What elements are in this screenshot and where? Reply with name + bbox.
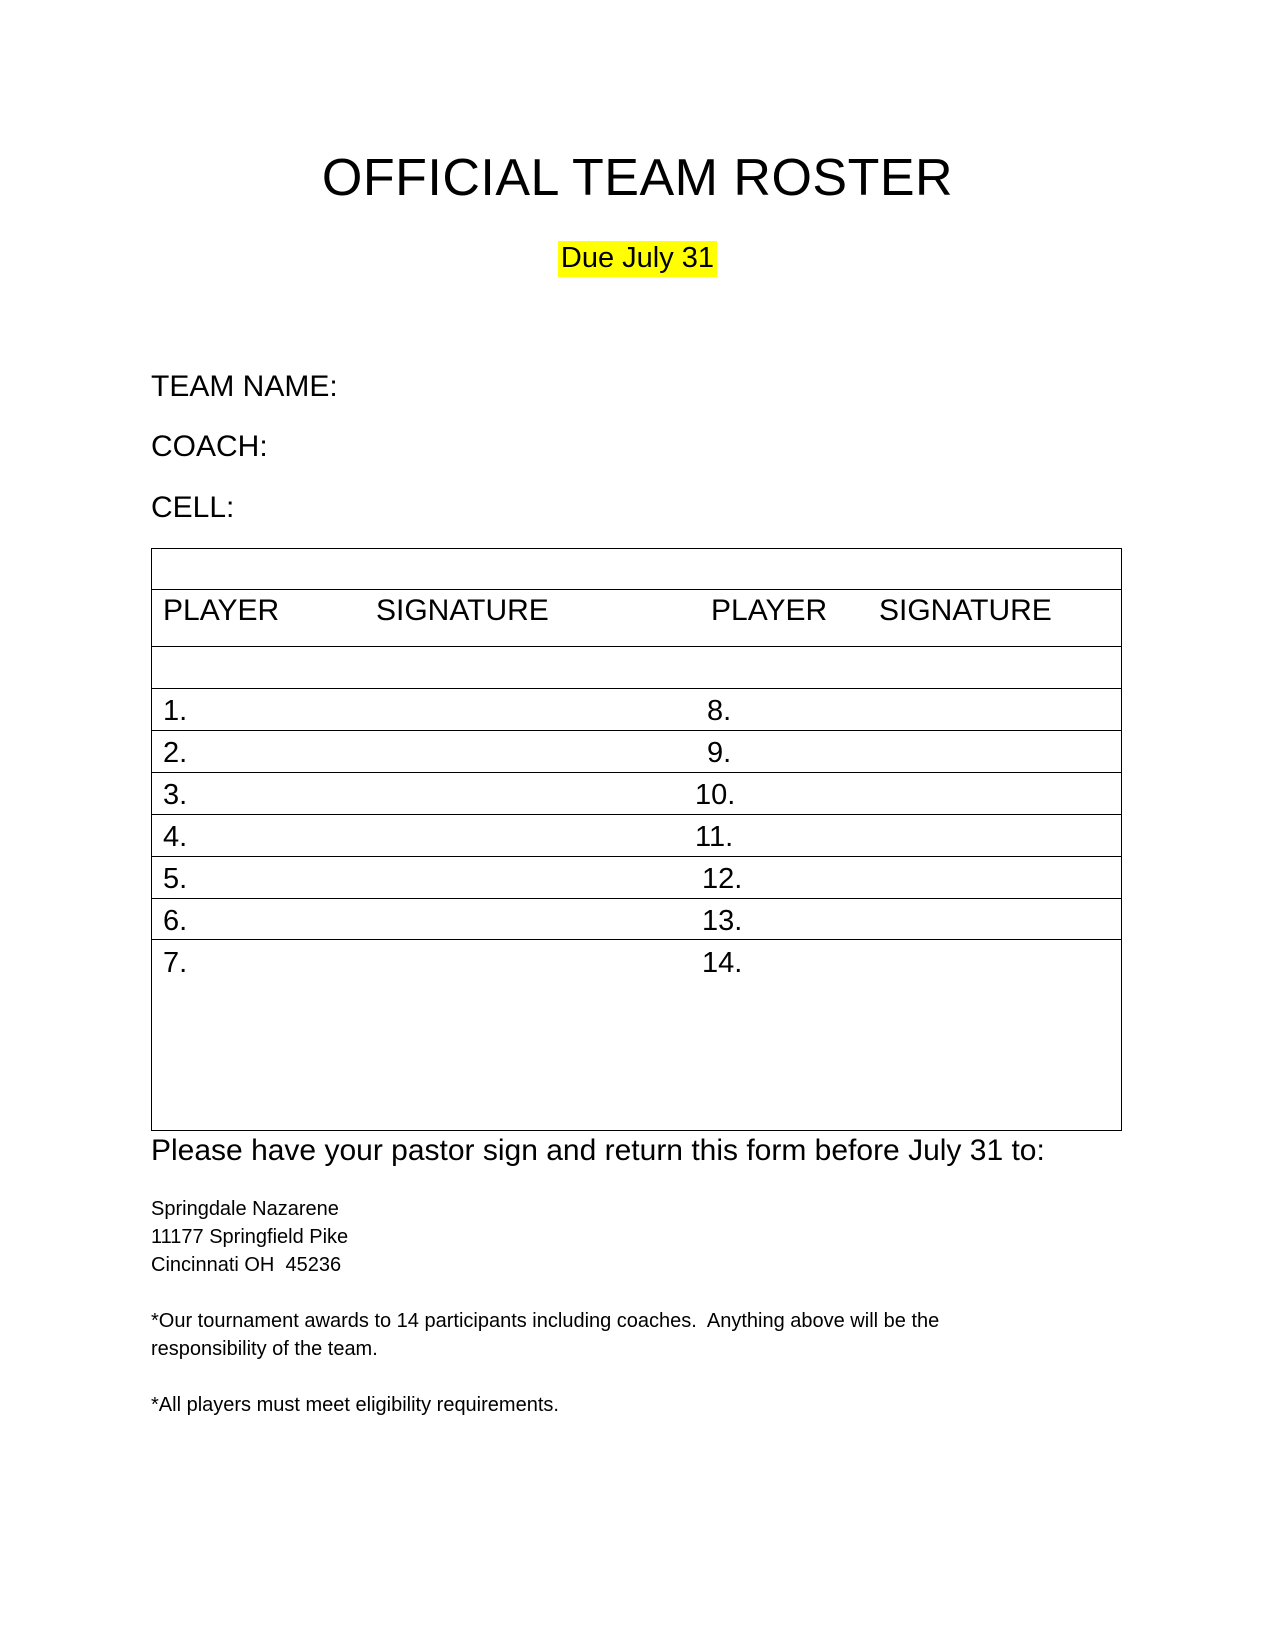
team-name-label: TEAM NAME: [151,370,338,403]
row-divider [152,589,1121,590]
row-divider [152,856,1121,857]
slot-number: 11. [695,821,734,853]
address-line: Cincinnati OH 45236 [151,1254,342,1276]
slot-number: 2. [163,737,188,769]
player-header-right: PLAYER [711,594,828,627]
page-title: OFFICIAL TEAM ROSTER [321,149,954,207]
slot-number: 13. [702,905,743,937]
slot-number: 14. [702,947,743,979]
signature-header-right: SIGNATURE [879,594,1052,627]
row-divider [152,688,1121,689]
cell-label: CELL: [151,491,235,524]
mailing-address [151,1195,348,1279]
address-line: Springdale Nazarene [151,1198,339,1220]
row-divider [152,772,1121,773]
slot-number: 12. [702,863,743,895]
row-divider [152,939,1121,940]
slot-number: 1. [163,695,188,727]
player-header-left: PLAYER [163,594,280,627]
return-instructions: Please have your pastor sign and return this form before July 31 to: [151,1134,1045,1167]
coach-label: COACH: [151,430,268,463]
slot-number: 8. [707,695,732,727]
row-divider [152,814,1121,815]
signature-header-left: SIGNATURE [376,594,549,627]
row-divider [152,898,1121,899]
awards-note: *Our tournament awards to 14 participants including coaches. Anything above will be the responsibility of the team. [151,1310,945,1360]
due-date-wrapper [0,242,1275,275]
eligibility-note: *All players must meet eligibility requirements. [151,1394,559,1416]
row-divider [152,730,1121,731]
slot-number: 5. [163,863,188,895]
due-date-highlight: Due July 31 [558,241,717,277]
roster-table [151,548,1122,1131]
slot-number: 9. [707,737,732,769]
slot-number: 10. [695,779,736,811]
slot-number: 3. [163,779,188,811]
row-divider [152,646,1121,647]
slot-number: 7. [163,947,188,979]
address-line: 11177 Springfield Pike [151,1226,349,1248]
slot-number: 6. [163,905,188,937]
slot-number: 4. [163,821,188,853]
